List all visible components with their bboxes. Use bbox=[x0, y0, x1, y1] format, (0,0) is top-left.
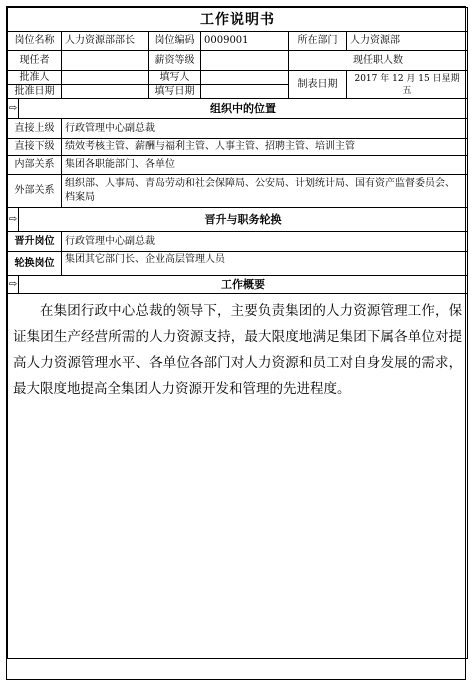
writer-value bbox=[201, 71, 289, 85]
direct-superior-value: 行政管理中心副总裁 bbox=[62, 119, 468, 139]
approval-date-label: 批准日期 bbox=[8, 85, 62, 99]
direct-subordinate-value: 绩效考核主管、薪酬与福利主管、人事主管、招聘主管、培训主管 bbox=[62, 139, 468, 156]
overview-arrow-icon: ⇨ bbox=[8, 276, 19, 294]
job-description-sheet bbox=[6, 6, 466, 680]
current-staff-label: 现任职人数 bbox=[289, 51, 468, 71]
direct-superior-label: 直接上级 bbox=[8, 119, 62, 139]
fill-date-label: 填写日期 bbox=[149, 85, 201, 99]
position-code-value: 0009001 bbox=[201, 32, 289, 51]
incumbent-value bbox=[62, 51, 149, 71]
department-label: 所在部门 bbox=[289, 32, 347, 51]
writer-label: 填写人 bbox=[149, 71, 201, 85]
external-relations-label: 外部关系 bbox=[8, 175, 62, 208]
job-description-table bbox=[7, 7, 468, 659]
salary-grade-value bbox=[201, 51, 289, 71]
internal-relations-label: 内部关系 bbox=[8, 156, 62, 175]
internal-relations-value: 集团各职能部门、各单位 bbox=[62, 156, 468, 175]
rotation-post-value: 集团其它部门长、企业高层管理人员 bbox=[62, 252, 468, 276]
org-section-title: 组织中的位置 bbox=[19, 99, 468, 119]
direct-subordinate-label: 直接下级 bbox=[8, 139, 62, 156]
promotion-post-label: 晋升岗位 bbox=[8, 232, 62, 252]
page-title: 工作说明书 bbox=[8, 8, 468, 32]
position-name-value: 人力资源部部长 bbox=[62, 32, 149, 51]
approver-label: 批准人 bbox=[8, 71, 62, 85]
overview-text: 在集团行政中心总裁的领导下，主要负责集团的人力资源管理工作，保证集团生产经营所需的人力资源支持，最大限度地满足集团下属各单位对提高人力资源管理水平、各单位各部门对人力资源和员工对自身发展的需求，最大限度地提高全集团人力资源开发和管理的先进程度。 bbox=[8, 294, 468, 659]
table-date-label: 制表日期 bbox=[289, 71, 347, 99]
fill-date-value bbox=[201, 85, 289, 99]
promotion-section-title: 晋升与职务轮换 bbox=[19, 208, 468, 232]
table-date-value: 2017 年 12 月 15 日星期五 bbox=[347, 71, 468, 99]
department-value: 人力资源部 bbox=[347, 32, 468, 51]
external-relations-value: 组织部、人事局、青岛劳动和社会保障局、公安局、计划统计局、国有资产监督委员会、档案局 bbox=[62, 175, 468, 208]
promotion-arrow-icon: ⇨ bbox=[8, 208, 19, 232]
salary-grade-label: 薪资等级 bbox=[149, 51, 201, 71]
rotation-post-label: 轮换岗位 bbox=[8, 252, 62, 276]
position-code-label: 岗位编码 bbox=[149, 32, 201, 51]
approval-date-value bbox=[62, 85, 149, 99]
approver-value bbox=[62, 71, 149, 85]
overview-section-title: 工作概要 bbox=[19, 276, 468, 294]
incumbent-label: 现任者 bbox=[8, 51, 62, 71]
org-arrow-icon: ⇨ bbox=[8, 99, 19, 119]
position-name-label: 岗位名称 bbox=[8, 32, 62, 51]
promotion-post-value: 行政管理中心副总裁 bbox=[62, 232, 468, 252]
